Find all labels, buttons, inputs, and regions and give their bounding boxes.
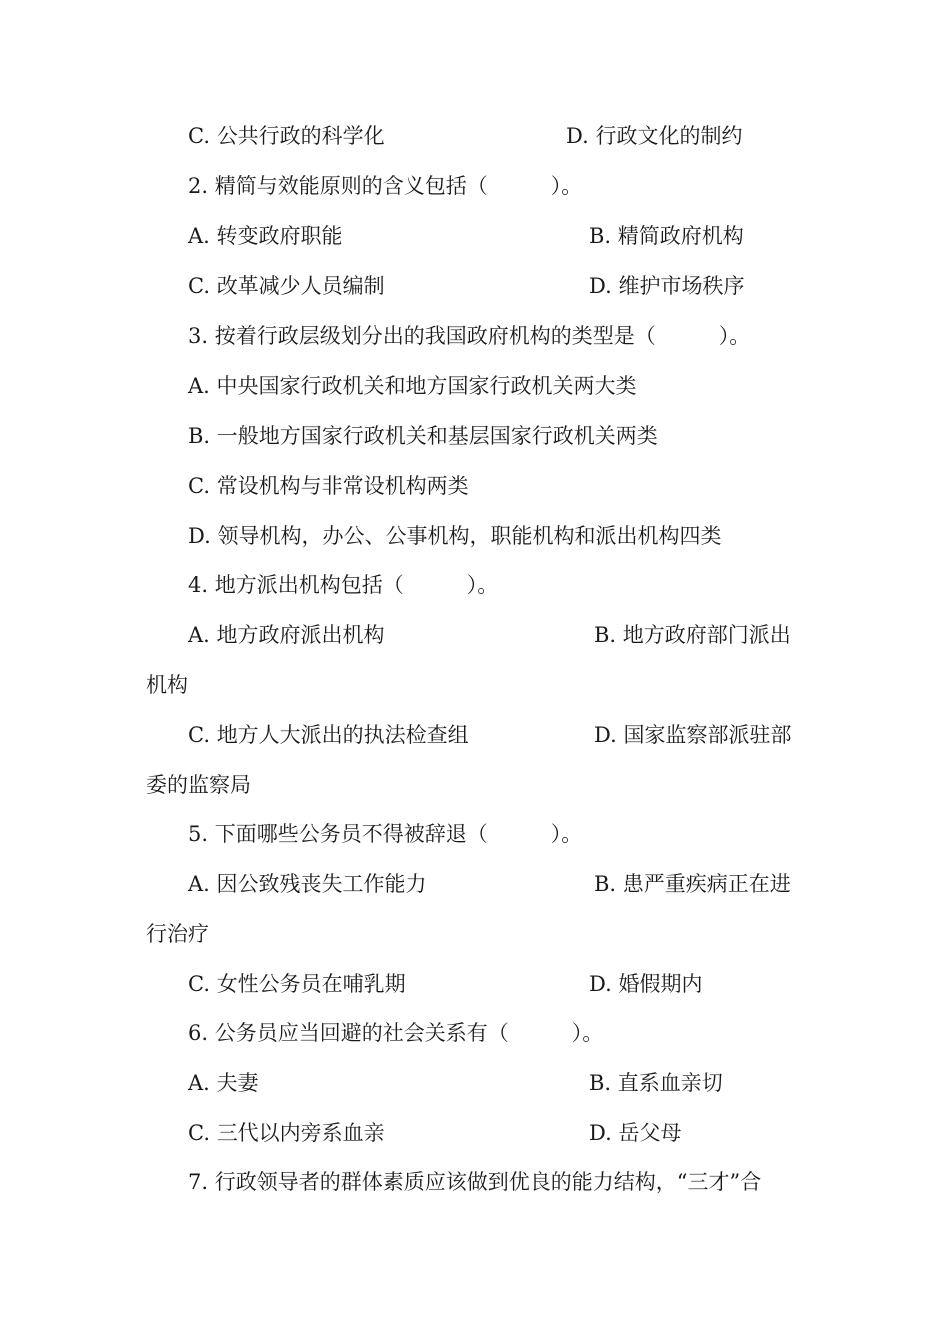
question-text: 下面哪些公务员不得被辞退（ ）。 bbox=[214, 822, 583, 846]
question-6 bbox=[188, 1019, 603, 1047]
option-label: D. bbox=[589, 1121, 612, 1145]
option-b-line bbox=[589, 222, 744, 250]
option-text: 岳父母 bbox=[618, 1121, 682, 1145]
option-label: D. bbox=[589, 274, 612, 298]
option-a-line bbox=[188, 621, 385, 649]
option-d-line bbox=[594, 721, 791, 749]
option-label: A. bbox=[188, 872, 210, 896]
option-label: A. bbox=[188, 1071, 210, 1095]
option-label: C. bbox=[188, 274, 210, 298]
option-text: 婚假期内 bbox=[618, 972, 703, 996]
question-7 bbox=[188, 1168, 761, 1196]
option-a-line bbox=[188, 1069, 259, 1097]
option-a-line bbox=[188, 870, 427, 898]
question-number: 5. bbox=[188, 822, 209, 846]
option-text: 地方政府部门派出 bbox=[622, 623, 791, 647]
option-b-line bbox=[188, 422, 658, 450]
option-label: D. bbox=[566, 124, 589, 148]
option-label: C. bbox=[188, 972, 210, 996]
option-text: 转变政府职能 bbox=[216, 224, 343, 248]
option-text: 因公致残丧失工作能力 bbox=[216, 872, 427, 896]
option-d-line bbox=[589, 970, 702, 998]
option-d-line bbox=[589, 272, 744, 300]
option-label: D. bbox=[188, 524, 211, 548]
option-text: 机构 bbox=[146, 673, 188, 697]
option-c-line bbox=[188, 721, 469, 749]
option-text: 地方政府派出机构 bbox=[216, 623, 385, 647]
option-label: C. bbox=[188, 723, 210, 747]
option-text: 维护市场秩序 bbox=[618, 274, 745, 298]
option-text: 地方人大派出的执法检查组 bbox=[216, 723, 469, 747]
option-text: 改革减少人员编制 bbox=[216, 274, 385, 298]
option-label: B. bbox=[594, 872, 617, 896]
option-label: B. bbox=[594, 623, 617, 647]
option-b-line bbox=[589, 1069, 723, 1097]
option-text: 公共行政的科学化 bbox=[216, 124, 385, 148]
option-text: 精简政府机构 bbox=[617, 224, 744, 248]
question-number: 2. bbox=[188, 174, 209, 198]
option-text: 行政文化的制约 bbox=[595, 124, 743, 148]
option-d-line bbox=[188, 522, 721, 550]
option-a-line bbox=[188, 222, 343, 250]
question-text: 精简与效能原则的含义包括（ ）。 bbox=[214, 174, 583, 198]
option-label: C. bbox=[188, 124, 210, 148]
option-label: A. bbox=[188, 374, 210, 398]
option-label: B. bbox=[589, 224, 612, 248]
option-text: 三代以内旁系血亲 bbox=[216, 1121, 385, 1145]
option-label: A. bbox=[188, 224, 210, 248]
question-text: 公务员应当回避的社会关系有（ ）。 bbox=[214, 1021, 604, 1045]
option-text: 直系血亲切 bbox=[617, 1071, 723, 1095]
option-text: 领导机构，办公、公事机构，职能机构和派出机构四类 bbox=[217, 524, 722, 548]
question-3 bbox=[188, 322, 750, 350]
question-4 bbox=[188, 571, 498, 599]
option-label: B. bbox=[589, 1071, 612, 1095]
option-label: D. bbox=[589, 972, 612, 996]
option-a-line bbox=[188, 372, 637, 400]
option-c-line bbox=[188, 122, 385, 150]
question-text: 行政领导者的群体素质应该做到优良的能力结构，“三才”合 bbox=[214, 1170, 762, 1194]
option-label: D. bbox=[594, 723, 617, 747]
option-b-line bbox=[594, 621, 791, 649]
option-text: 患严重疾病正在进 bbox=[622, 872, 791, 896]
wrapped-text-line bbox=[146, 671, 188, 699]
option-text: 一般地方国家行政机关和基层国家行政机关两类 bbox=[216, 424, 658, 448]
option-d-line bbox=[589, 1119, 681, 1147]
question-number: 6. bbox=[188, 1021, 209, 1045]
question-text: 地方派出机构包括（ ）。 bbox=[214, 573, 499, 597]
option-text: 夫妻 bbox=[216, 1071, 259, 1095]
question-number: 7. bbox=[188, 1170, 209, 1194]
option-text: 行治疗 bbox=[146, 922, 209, 946]
option-c-line bbox=[188, 1119, 385, 1147]
wrapped-text-line bbox=[146, 771, 251, 799]
question-text: 按着行政层级划分出的我国政府机构的类型是（ ）。 bbox=[214, 324, 751, 348]
option-text: 常设机构与非常设机构两类 bbox=[216, 474, 469, 498]
question-number: 3. bbox=[188, 324, 209, 348]
option-c-line bbox=[188, 472, 469, 500]
option-label: C. bbox=[188, 1121, 210, 1145]
option-text: 女性公务员在哺乳期 bbox=[216, 972, 406, 996]
option-label: B. bbox=[188, 424, 211, 448]
option-label: A. bbox=[188, 623, 210, 647]
option-text: 国家监察部派驻部 bbox=[623, 723, 792, 747]
question-5 bbox=[188, 820, 582, 848]
question-number: 4. bbox=[188, 573, 209, 597]
option-text: 委的监察局 bbox=[146, 773, 251, 797]
wrapped-text-line bbox=[146, 920, 209, 948]
option-text: 中央国家行政机关和地方国家行政机关两大类 bbox=[216, 374, 637, 398]
option-c-line bbox=[188, 970, 406, 998]
option-d-line bbox=[566, 122, 742, 150]
question-2 bbox=[188, 172, 582, 200]
option-label: C. bbox=[188, 474, 210, 498]
option-c-line bbox=[188, 272, 385, 300]
option-b-line bbox=[594, 870, 791, 898]
